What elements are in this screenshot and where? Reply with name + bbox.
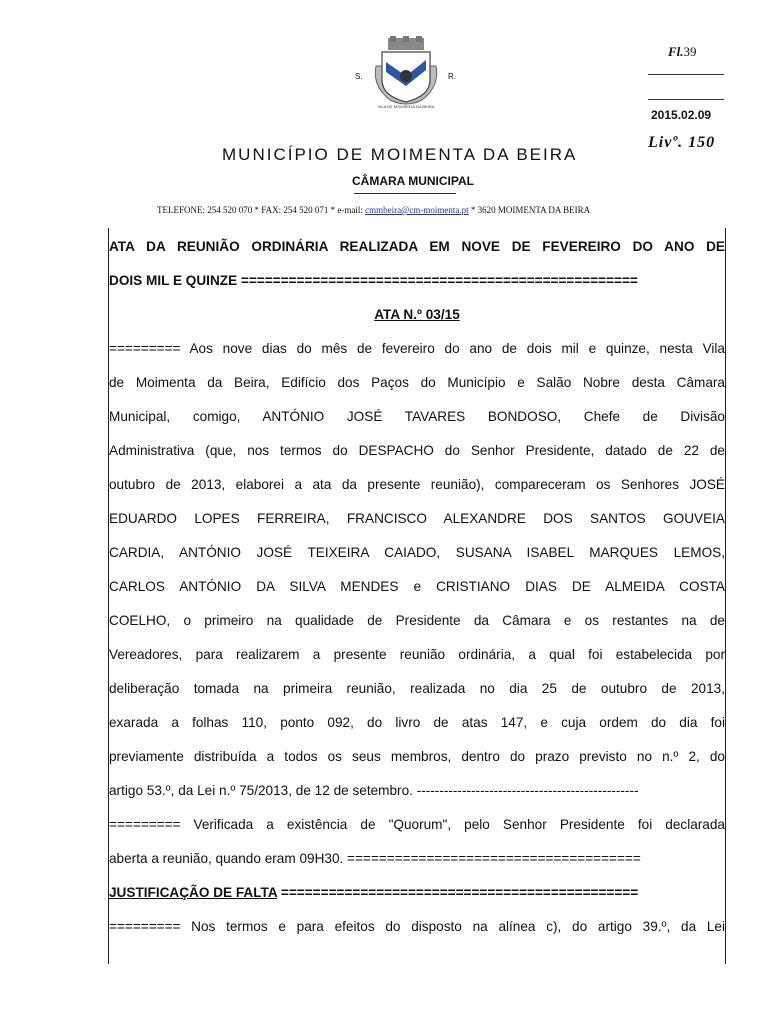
folio-rule-1 xyxy=(648,74,724,75)
paragraph-line: de Moimenta da Beira, Edifício dos Paços do Município e Salão Nobre desta Câmara xyxy=(109,375,725,390)
minutes-date: 2015.02.09 xyxy=(651,108,712,122)
paragraph-line: ========= Verificada a existência de "Quorum", pelo Senhor Presidente foi declarada xyxy=(109,817,725,832)
crest-motto: VILA DE MOIMENTA DA BEIRA xyxy=(377,104,435,109)
paragraph-line: ========= Aos nove dias do mês de fevereiro do ano de dois mil e quinze, nesta Vila xyxy=(109,341,725,356)
paragraph-line: EDUARDO LOPES FERREIRA, FRANCISCO ALEXANDRE DOS SANTOS GOUVEIA xyxy=(109,511,725,526)
paragraph-line: artigo 53.º, da Lei n.º 75/2013, de 12 de setembro. ------------------------------------------------- xyxy=(109,783,639,798)
chamber-subtitle: CÂMARA MUNICIPAL xyxy=(352,174,474,188)
right-margin-line xyxy=(725,228,726,964)
paragraph-line: outubro de 2013, elaborei a ata da presente reunião), compareceram os Senhores JOSÉ xyxy=(109,477,725,492)
section-fill: ============================================= xyxy=(277,885,639,900)
contact-address: * 3620 MOIMENTA DA BEIRA xyxy=(468,205,591,215)
minutes-title-line-1: ATA DA REUNIÃO ORDINÁRIA REALIZADA EM NOVE DE FEVEREIRO DO ANO DE xyxy=(109,239,725,254)
paragraph-line: CARDIA, ANTÓNIO JOSÉ TEIXEIRA CAIADO, SUSANA ISABEL MARQUES LEMOS, xyxy=(109,545,725,560)
paragraph-line: Administrativa (que, nos termos do DESPACHO do Senhor Presidente, datado de 22 de xyxy=(109,443,725,458)
paragraph-line: Vereadores, para realizarem a presente reunião ordinária, a qual foi estabelecida por xyxy=(109,647,725,662)
paragraph-line: deliberação tomada na primeira reunião, realizada no dia 25 de outubro de 2013, xyxy=(109,681,725,696)
paragraph-line: exarada a folhas 110, ponto 092, do livro de atas 147, e cuja ordem do dia foi xyxy=(109,715,725,730)
paragraph-line: ========= Nos termos e para efeitos do disposto na alínea c), do artigo 39.º, da Lei xyxy=(109,919,725,934)
folio xyxy=(668,44,697,60)
book-number: Livº. 150 xyxy=(648,134,716,151)
paragraph-line: Municipal, comigo, ANTÓNIO JOSÉ TAVARES BONDOSO, Chefe de Divisão xyxy=(109,409,725,424)
municipal-crest-icon xyxy=(368,36,444,110)
paragraph-line: CARLOS ANTÓNIO DA SILVA MENDES e CRISTIANO DIAS DE ALMEIDA COSTA xyxy=(109,579,725,594)
minutes-number: ATA N.º 03/15 xyxy=(374,307,460,322)
municipality-title: MUNICÍPIO DE MOIMENTA DA BEIRA xyxy=(222,145,578,164)
paragraph-line: aberta a reunião, quando eram 09H30. ===================================== xyxy=(109,851,641,866)
chamber-underline xyxy=(354,193,456,194)
folio-label: Fl. xyxy=(668,44,684,59)
section-title: JUSTIFICAÇÃO DE FALTA xyxy=(109,885,278,900)
minutes-body xyxy=(109,230,725,944)
folio-number: 39 xyxy=(683,44,697,59)
folio-rule-2 xyxy=(648,99,724,100)
contact-phone-fax: TELEFONE: 254 520 070 * FAX: 254 520 071 * e-mail: xyxy=(157,205,366,215)
paragraph-line: previamente distribuída a todos os seus membros, dentro do prazo previsto no n.º 2, do xyxy=(109,749,725,764)
contact-email-link[interactable]: cmmbeira@cm-moimenta.pt xyxy=(365,205,469,215)
section-heading xyxy=(109,876,725,910)
contact-line xyxy=(157,205,590,215)
crest-left-letter: S. xyxy=(355,72,363,81)
paragraph-line: COELHO, o primeiro na qualidade de Presidente da Câmara e os restantes na de xyxy=(109,613,725,628)
minutes-title-line-2: DOIS MIL E QUINZE ================================================== xyxy=(109,273,638,288)
crest-right-letter: R. xyxy=(448,72,456,81)
